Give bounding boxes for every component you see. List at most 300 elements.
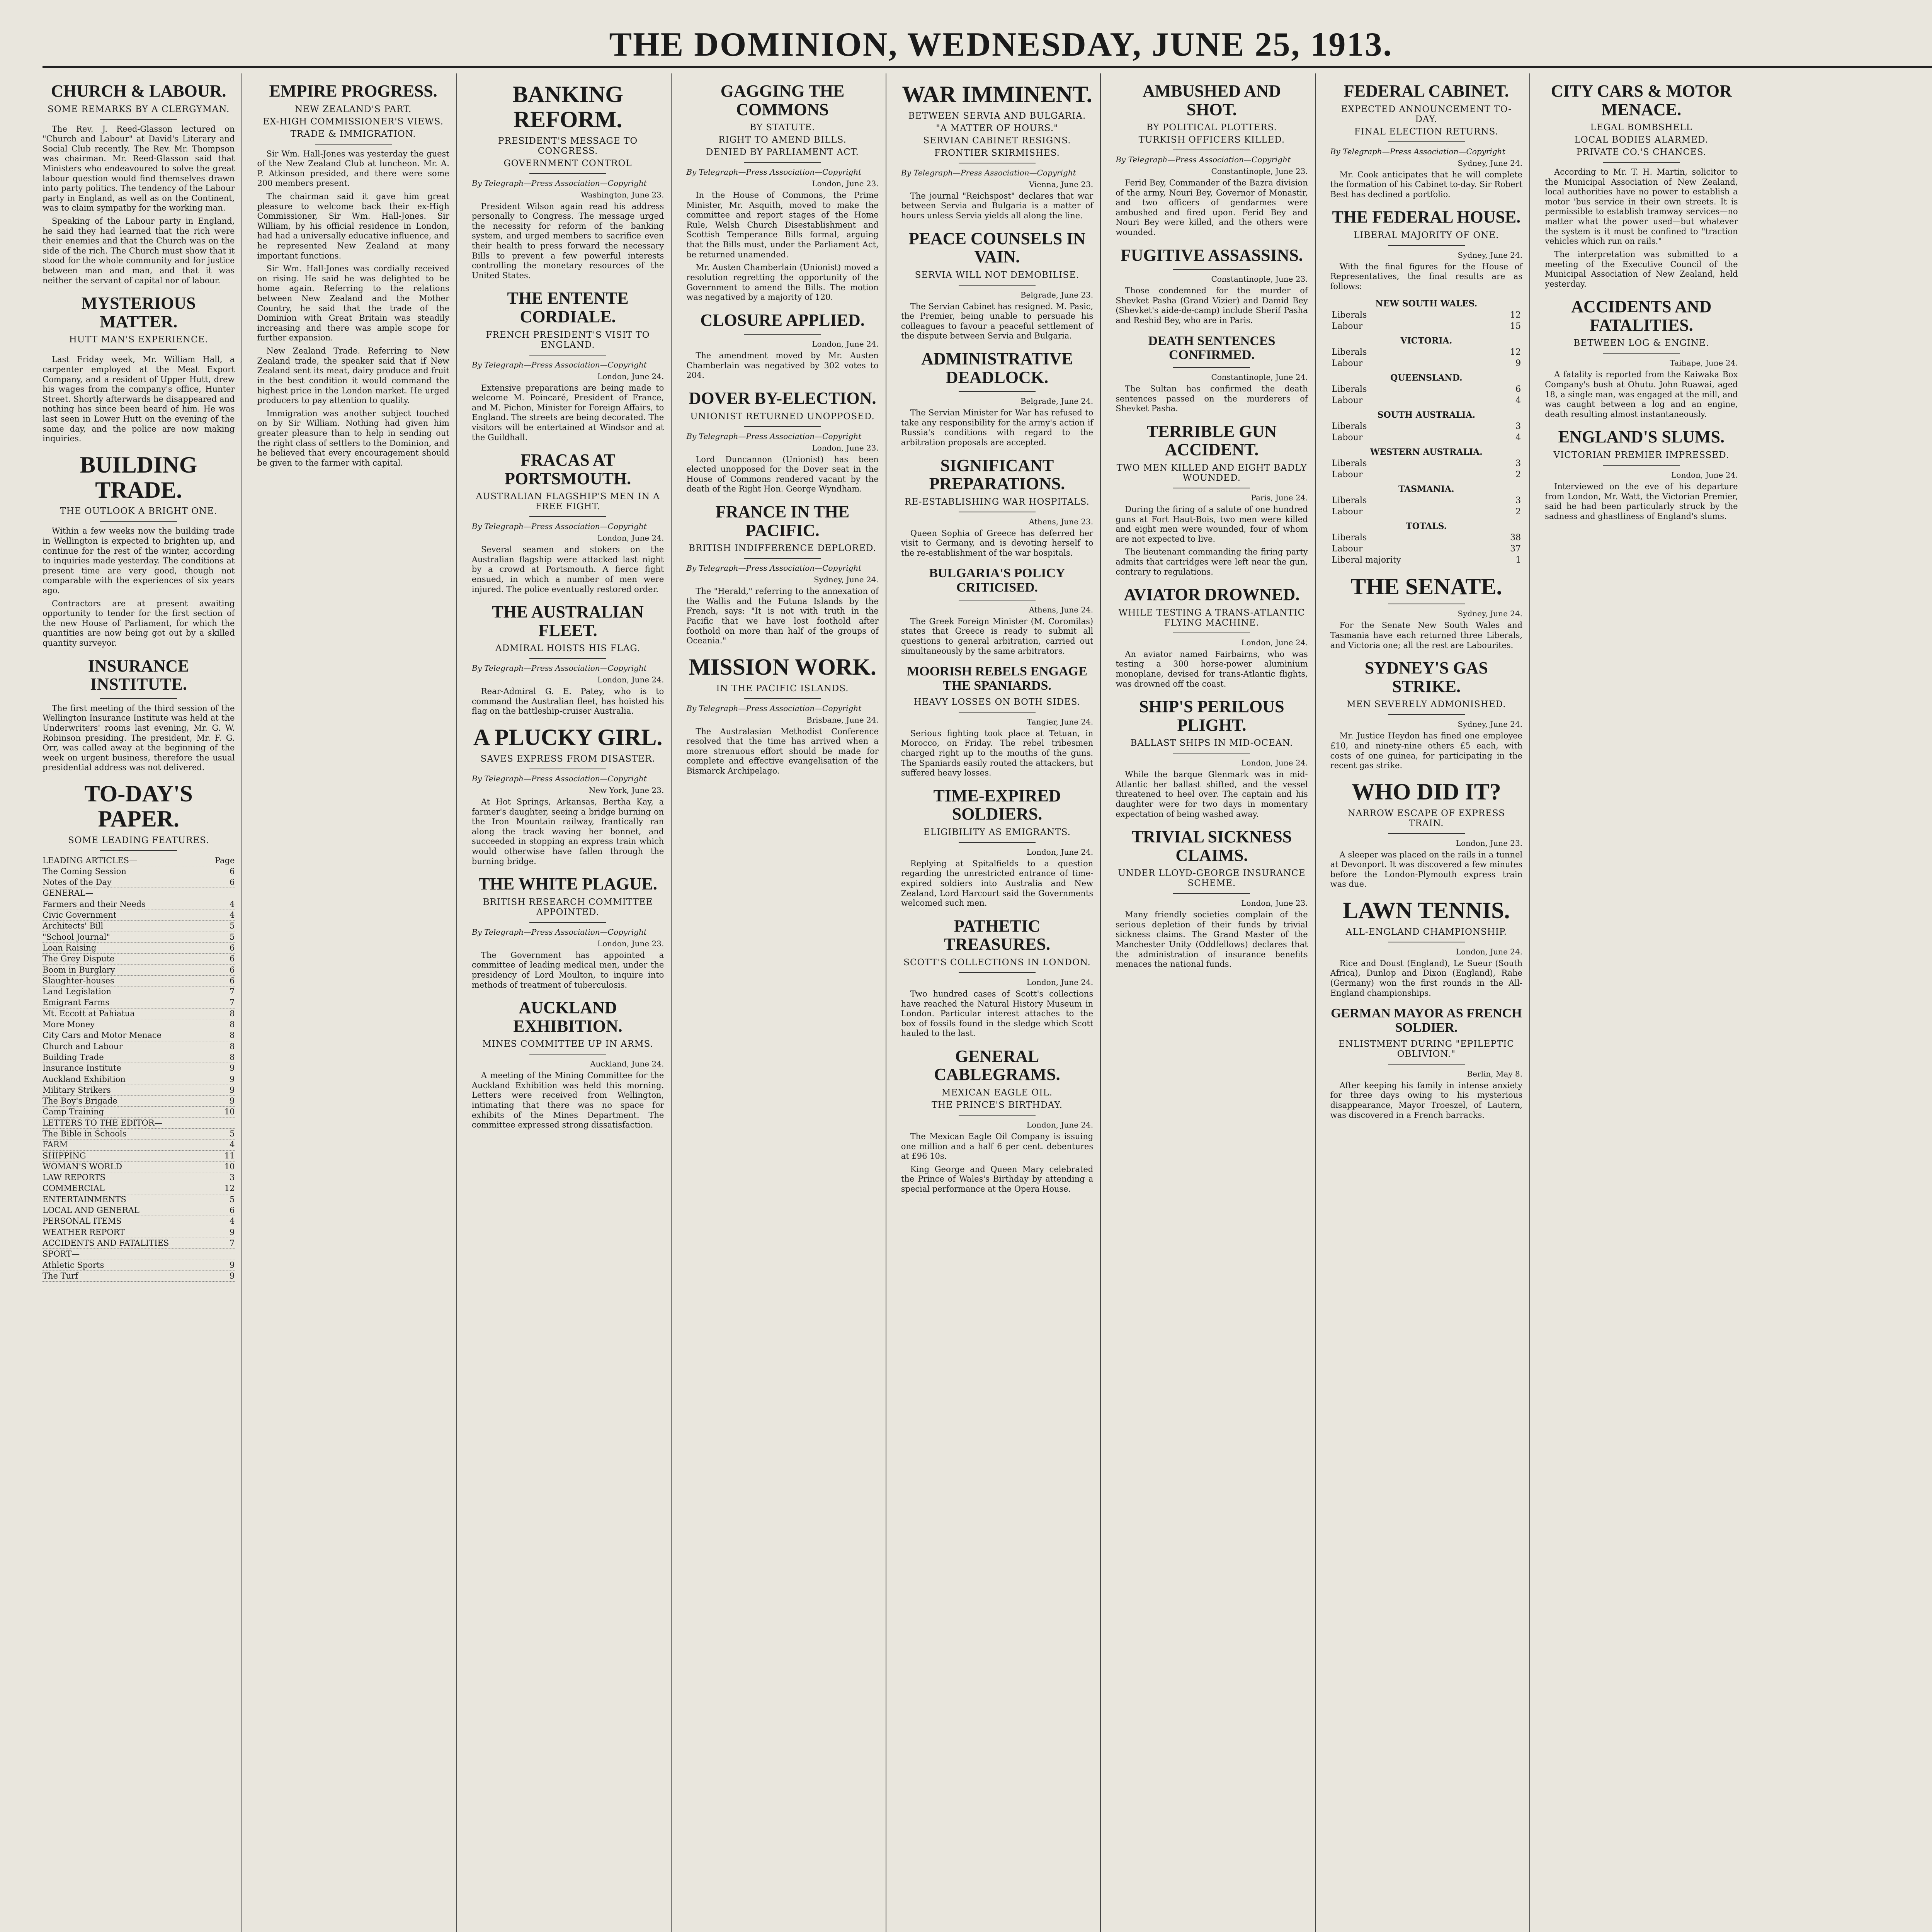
table-party: Liberals — [1332, 310, 1367, 320]
table-seats: 37 — [1510, 544, 1521, 554]
byline: By Telegraph—Press Association—Copyright — [1330, 146, 1505, 156]
table-party: Labour — [1332, 321, 1363, 331]
article — [1116, 422, 1308, 577]
headline: WAR IMMINENT. — [902, 82, 1092, 107]
article — [686, 503, 878, 646]
dateline: Vienna, June 23. — [1029, 179, 1094, 189]
contents-label: GENERAL— — [43, 888, 94, 898]
table-seats: 12 — [1510, 310, 1521, 320]
table-state-heading: WESTERN AUSTRALIA. — [1370, 447, 1483, 457]
dateline: London, June 24. — [597, 533, 664, 543]
article — [1116, 828, 1308, 969]
article — [472, 875, 664, 990]
article — [1116, 82, 1308, 238]
contents-page: 7 — [230, 998, 235, 1007]
contents-item — [43, 1074, 235, 1085]
article — [1330, 898, 1522, 998]
paragraph: Rice and Doust (England), Le Sueur (South Africa), Dunlop and Dixon (England), Rahe (Germany) won the first rounds in the All-England championships. — [1330, 958, 1523, 998]
headline: GERMAN MAYOR AS FRENCH SOLDIER. — [1331, 1006, 1522, 1035]
divider — [1603, 353, 1680, 354]
contents-page: 5 — [230, 921, 235, 931]
dateline: London, June 24. — [597, 371, 664, 381]
contents-label: The Bible in Schools — [43, 1129, 127, 1138]
contents-label: Mt. Eccott at Pahiatua — [43, 1009, 135, 1018]
contents-label: Civic Government — [43, 910, 117, 920]
columns — [43, 73, 1932, 1932]
table-party: Liberals — [1332, 384, 1367, 394]
contents-item — [43, 1216, 235, 1227]
headline: LAWN TENNIS. — [1343, 898, 1510, 923]
contents-label: The Boy's Brigade — [43, 1096, 117, 1106]
divider — [1388, 245, 1465, 246]
dateline: London, June 24. — [597, 675, 664, 685]
headline: MOORISH REBELS ENGAGE THE SPANIARDS. — [907, 664, 1087, 693]
contents-item — [43, 1194, 235, 1205]
headline: ACCIDENTS AND FATALITIES. — [1571, 297, 1712, 335]
byline: By Telegraph—Press Association—Copyright — [471, 927, 647, 937]
column — [1116, 73, 1315, 1932]
article — [1116, 334, 1308, 414]
headline: DOVER BY-ELECTION. — [689, 389, 876, 408]
byline: By Telegraph—Press Association—Copyright — [471, 663, 647, 673]
dateline: London, June 24. — [1671, 470, 1738, 480]
contents-item — [43, 1129, 235, 1139]
article — [1545, 428, 1738, 521]
table-row — [1330, 332, 1522, 347]
dateline: Taihape, June 24. — [1670, 358, 1738, 368]
contents-page: 6 — [230, 976, 235, 985]
subheadline: EX-HIGH COMMISSIONER'S VIEWS. — [263, 116, 444, 127]
subheadline: MEXICAN EAGLE OIL. — [941, 1087, 1053, 1098]
dateline: Paris, June 24. — [1251, 493, 1308, 502]
headline: AVIATOR DROWNED. — [1124, 585, 1300, 604]
article — [1330, 659, 1522, 770]
table-row — [1330, 310, 1522, 321]
headline: ADMINISTRATIVE DEADLOCK. — [921, 349, 1073, 387]
table-row — [1330, 495, 1522, 506]
dateline: Sydney, June 24. — [1458, 250, 1523, 260]
contents-label: ACCIDENTS AND FATALITIES — [43, 1238, 169, 1248]
subheadline: BRITISH INDIFFERENCE DEPLORED. — [688, 543, 877, 554]
subheadline: LIBERAL MAJORITY OF ONE. — [1354, 230, 1499, 240]
contents-page: 6 — [230, 954, 235, 964]
paragraph: President Wilson again read his address personally to Congress. The message urged the necessity for reform of the banking system, and urged members to sacrifice even their health to press forward the necessary Bills to prevent a few powerful interests controlling the monetary resources of the United States. — [471, 201, 664, 280]
contents-page: 4 — [230, 899, 235, 909]
table-state-heading: TASMANIA. — [1398, 484, 1454, 494]
contents-item — [43, 932, 235, 943]
contents-label: Military Strikers — [43, 1085, 111, 1095]
table-party: Liberals — [1332, 458, 1367, 468]
subheadline: LEGAL BOMBSHELL — [1590, 122, 1693, 133]
contents-item — [43, 1238, 235, 1249]
subheadline: BETWEEN LOG & ENGINE. — [1573, 338, 1709, 349]
paragraph: New Zealand Trade. Referring to New Zealand trade, the speaker said that if New Zealand sent its meat, dairy produce and fruit in the best condition it would command the highest price in the London market. He urged producers to pay attention to quality. — [257, 346, 449, 405]
dateline: Belgrade, June 23. — [1020, 290, 1094, 299]
contents-item — [43, 921, 235, 932]
contents-page: 3 — [230, 1173, 235, 1182]
subheadline: HUTT MAN'S EXPERIENCE. — [69, 335, 208, 345]
headline: BULGARIA'S POLICY CRITICISED. — [929, 566, 1065, 595]
table-row — [1330, 321, 1522, 332]
table-row — [1330, 421, 1522, 432]
contents-label: Insurance Institute — [43, 1063, 121, 1073]
contents-item — [43, 899, 235, 910]
article — [472, 289, 664, 442]
paragraph: The journal "Reichspost" declares that war between Servia and Bulgaria is a matter of hours unless Servia yields all along the line. — [901, 191, 1094, 221]
contents-item — [43, 1041, 235, 1052]
divider — [959, 712, 1036, 713]
dateline: Constantinople, June 23. — [1211, 167, 1308, 176]
byline: By Telegraph—Press Association—Copyright — [1116, 155, 1291, 165]
subheadline: ELIGIBILITY AS EMIGRANTS. — [923, 827, 1071, 837]
article — [43, 452, 235, 648]
table-row — [1330, 458, 1522, 469]
paragraph: Mr. Austen Chamberlain (Unionist) moved a resolution regretting the opportunity of the Government to amend the Bills. The motion was negatived by a majority of 120. — [686, 263, 879, 302]
article — [1330, 1007, 1522, 1120]
contents-page: 5 — [230, 1129, 235, 1138]
divider — [744, 334, 821, 335]
paragraph: Sir Wm. Hall-Jones was cordially received on rising. He said he was delighted to be home again. Referring to the relations between New Zealand and the Mother Country, he said that the trade of the Dominion with Great Britain was steadily increasing and there was ample scope for further expansion. — [257, 264, 449, 343]
divider — [529, 516, 606, 517]
table-row — [1330, 395, 1522, 406]
paragraph: Those condemned for the murder of Shevket Pasha (Grand Vizier) and Damid Bey (Shevket's aide-de-camp) include Sherif Pasha and Reshid Bey, who are in Paris. — [1116, 286, 1308, 325]
subheadline: THE PRINCE'S BIRTHDAY. — [931, 1100, 1063, 1110]
paragraph: The Servian Minister for War has refused to take any responsibility for the army's action if Russia's conditions with regard to the arbitration proposals are accepted. — [901, 408, 1094, 447]
table-row — [1330, 469, 1522, 480]
dateline: Constantinople, June 23. — [1211, 274, 1308, 284]
contents-item — [43, 1107, 235, 1117]
column — [472, 73, 672, 1932]
subheadline: UNDER LLOYD-GEORGE INSURANCE SCHEME. — [1118, 868, 1306, 889]
paragraph: Contractors are at present awaiting opportunity to tender for the first section of the new House of Parliament, for which the quantities are now being got out by a skilled quantity surveyor. — [43, 599, 235, 648]
dateline: Brisbane, June 24. — [806, 715, 879, 724]
article — [1330, 574, 1522, 651]
subheadline: DENIED BY PARLIAMENT ACT. — [706, 147, 859, 158]
paragraph: Several seamen and stokers on the Australian flagship were attacked last night by a crowd at Portsmouth. A fierce fight ensued, in which a number of men were injured. The police eventually restored order. — [471, 545, 664, 594]
dateline: Constantinople, June 24. — [1211, 372, 1308, 382]
contents-item — [43, 1271, 235, 1282]
table-party: Liberals — [1332, 421, 1367, 431]
paragraph: Two hundred cases of Scott's collections have reached the Natural History Museum in London. Particular interest attaches to the box of fossils found in the sledge which Scott hauled to the last. — [901, 989, 1094, 1038]
divider — [100, 698, 177, 699]
paragraph: Sir Wm. Hall-Jones was yesterday the guest of the New Zealand Club at luncheon. Mr. A. P. Atkinson presided, and there were some 200 members present. — [257, 149, 449, 188]
table-party: Labour — [1332, 358, 1363, 368]
subheadline: BY STATUTE. — [750, 122, 815, 133]
subheadline: FINAL ELECTION RETURNS. — [1354, 126, 1498, 137]
contents-item — [43, 1183, 235, 1194]
headline: CLOSURE APPLIED. — [700, 310, 865, 330]
article — [472, 603, 664, 716]
election-table — [1330, 295, 1522, 566]
contents-page: 8 — [230, 1009, 235, 1018]
table-state-heading: QUEENSLAND. — [1390, 372, 1463, 383]
contents-item — [43, 855, 235, 866]
dateline: London, June 24. — [1026, 847, 1094, 857]
dateline: London, June 23. — [597, 939, 664, 948]
divider — [100, 850, 177, 851]
contents-page: 6 — [230, 866, 235, 876]
subheadline: SAVES EXPRESS FROM DISASTER. — [480, 753, 655, 764]
byline: By Telegraph—Press Association—Copyright — [471, 774, 647, 783]
table-seats: 9 — [1515, 358, 1521, 368]
table-row — [1330, 347, 1522, 358]
paragraph: The lieutenant commanding the firing party admits that cartridges were left near the gun, contrary to regulations. — [1116, 547, 1308, 577]
byline: By Telegraph—Press Association—Copyright — [471, 360, 647, 369]
dateline: Tangier, June 24. — [1027, 717, 1094, 726]
contents-item — [43, 965, 235, 976]
subheadline: AUSTRALIAN FLAGSHIP'S MEN IN A FREE FIGHT. — [476, 492, 660, 512]
contents-item — [43, 943, 235, 954]
subheadline: HEAVY LOSSES ON BOTH SIDES. — [913, 697, 1080, 707]
contents-page: 8 — [230, 1052, 235, 1062]
article — [1116, 246, 1308, 326]
contents-label: LETTERS TO THE EDITOR— — [43, 1118, 163, 1128]
table-state-heading: NEW SOUTH WALES. — [1375, 298, 1478, 309]
divider — [100, 119, 177, 120]
contents-item — [43, 1172, 235, 1183]
contents-item — [43, 877, 235, 888]
divider — [744, 698, 821, 699]
paragraph: The "Herald," referring to the annexation of the Wallis and the Futuna Islands by the French, says: "It is not with truth in the Pacific that we have lost foothold after foothold on more than half of the groups of Oceania." — [686, 587, 879, 646]
table-party: Liberal majority — [1332, 555, 1401, 565]
table-party: Labour — [1332, 544, 1363, 554]
headline: TERRIBLE GUN ACCIDENT. — [1146, 422, 1277, 459]
table-seats: 4 — [1515, 432, 1521, 442]
headline: FRANCE IN THE PACIFIC. — [715, 502, 850, 540]
contents-item — [43, 1063, 235, 1074]
contents-label: COMMERCIAL — [43, 1184, 105, 1193]
paragraph: Many friendly societies complain of the serious depletion of their funds by trivial sickness claims. The Grand Master of the Manchester Unity (Oddfellows) declares that the administration of insurance benefits menaces the national funds. — [1116, 910, 1308, 969]
article — [1116, 697, 1308, 819]
paragraph: The Australasian Methodist Conference resolved that the time has arrived when a more strenuous effort should be made for complete and effective evangelisation of the Bismarck Archipelago. — [686, 726, 879, 776]
contents-label: Slaughter-houses — [43, 976, 114, 985]
headline: PEACE COUNSELS IN VAIN. — [908, 229, 1086, 267]
headline: THE FEDERAL HOUSE. — [1332, 207, 1521, 227]
byline: By Telegraph—Press Association—Copyright — [901, 168, 1076, 177]
subheadline: EXPECTED ANNOUNCEMENT TO-DAY. — [1341, 104, 1512, 124]
table-row — [1330, 384, 1522, 395]
divider — [1173, 893, 1250, 894]
column — [257, 73, 457, 1932]
byline: By Telegraph—Press Association—Copyright — [471, 178, 647, 188]
paragraph: According to Mr. T. H. Martin, solicitor to the Municipal Association of New Zealand, local authorities have no power to establish a motor 'bus service in their own streets. It is permissible to establish tramway services—no matter what the power used—but whatever the system is it must be confined to "traction vehicles which run on rails." — [1545, 167, 1738, 246]
contents-label: Church and Labour — [43, 1041, 123, 1051]
paragraph: Last Friday week, Mr. William Hall, a carpenter employed at the Meat Export Company, and a resident of Upper Hutt, drew his wages from the company's office, Hunter Street. Shortly afterwards he disappeared and nothing has since been heard of him. He was last seen in Lower Hutt on the evening of the same day, and the police are now making inquiries. — [43, 355, 235, 444]
paragraph: The interpretation was submitted to a meeting of the Executive Council of the Municipal Association of New Zealand, held yesterday. — [1545, 249, 1738, 289]
article — [472, 998, 664, 1130]
table-seats: 3 — [1515, 458, 1521, 468]
subheadline: TRADE & IMMIGRATION. — [290, 129, 416, 139]
subheadline: ALL-ENGLAND CHAMPIONSHIP. — [1345, 927, 1507, 937]
table-party: Labour — [1332, 507, 1363, 517]
subheadline: TWO MEN KILLED AND EIGHT BADLY WOUNDED. — [1116, 463, 1307, 483]
subheadline: "A MATTER OF HOURS." — [936, 123, 1058, 133]
table-row — [1330, 432, 1522, 443]
subheadline: ADMIRAL HOISTS HIS FLAG. — [495, 643, 641, 654]
divider — [744, 162, 821, 163]
contents-page: 10 — [224, 1162, 235, 1171]
contents-page: 5 — [230, 1194, 235, 1204]
contents-label: LAW REPORTS — [43, 1173, 105, 1182]
contents-page: 9 — [230, 1085, 235, 1095]
article — [901, 230, 1093, 341]
paragraph: A meeting of the Mining Committee for the Auckland Exhibition was held this morning. Letters were received from Wellington, intimating that there was no space for exhibits of the Mines Department. The committee expressed strong dissatisfaction. — [471, 1071, 664, 1130]
headline: THE WHITE PLAGUE. — [478, 874, 657, 894]
headline: BUILDING TRADE. — [80, 452, 197, 503]
dateline: London, June 23. — [812, 443, 879, 452]
table-seats: 3 — [1515, 421, 1521, 431]
divider — [959, 1115, 1036, 1116]
subheadline: UNIONIST RETURNED UNOPPOSED. — [690, 411, 875, 422]
divider — [959, 285, 1036, 286]
divider — [1388, 833, 1465, 834]
contents-page: 9 — [230, 1271, 235, 1281]
table-seats: 2 — [1515, 469, 1521, 480]
article — [686, 655, 878, 776]
contents-item — [43, 954, 235, 964]
contents-label: ENTERTAINMENTS — [43, 1194, 126, 1204]
divider — [744, 558, 821, 559]
contents-item — [43, 997, 235, 1008]
contents-label: PERSONAL ITEMS — [43, 1216, 122, 1226]
dateline: Belgrade, June 24. — [1020, 396, 1094, 406]
paragraph: The Sultan has confirmed the death sentences passed on the murderers of Shevket Pasha. — [1116, 384, 1308, 413]
subheadline: LOCAL BODIES ALARMED. — [1574, 135, 1709, 145]
dateline: London, June 24. — [1026, 977, 1094, 987]
contents-item — [43, 1139, 235, 1150]
contents-item — [43, 1227, 235, 1238]
headline: AMBUSHED AND SHOT. — [1142, 82, 1281, 119]
contents-item — [43, 1052, 235, 1063]
contents-item — [43, 1096, 235, 1107]
contents-page: 9 — [230, 1063, 235, 1073]
contents-label: Building Trade — [43, 1052, 104, 1062]
paragraph: Rear-Admiral G. E. Patey, who is to command the Australian fleet, has hoisted his flag on the battleship-cruiser Australia. — [471, 687, 664, 716]
byline: By Telegraph—Press Association—Copyright — [686, 563, 862, 573]
table-party: Liberals — [1332, 532, 1367, 543]
headline: GAGGING THE COMMONS — [720, 82, 845, 119]
contents-item — [43, 1085, 235, 1096]
headline: GENERAL CABLEGRAMS. — [934, 1046, 1060, 1084]
subheadline: PRIVATE CO.'S CHANCES. — [1576, 147, 1707, 158]
divider — [315, 144, 392, 145]
dateline: London, June 23. — [812, 179, 879, 189]
headline: BANKING REFORM. — [512, 82, 623, 132]
paragraph: Interviewed on the eve of his departure from London, Mr. Watt, the Victorian Premier, said he had been particularly struck by the sadness and ghastliness of England's slums. — [1545, 481, 1738, 521]
dateline: London, June 23. — [1241, 898, 1308, 908]
headline: THE SENATE. — [1350, 573, 1502, 599]
contents-label: SPORT— — [43, 1249, 80, 1259]
subheadline: MINES COMMITTEE UP IN ARMS. — [482, 1039, 653, 1049]
paragraph: With the final figures for the House of Representatives, the final results are as follows: — [1330, 262, 1523, 291]
divider — [529, 173, 606, 174]
article — [901, 566, 1093, 656]
dateline: London, June 24. — [1241, 638, 1308, 647]
contents-item — [43, 1030, 235, 1041]
contents-page: 6 — [230, 943, 235, 952]
contents-page: 6 — [230, 965, 235, 975]
contents-page: 7 — [230, 1238, 235, 1248]
paragraph: While the barque Glenmark was in mid-Atlantic her ballast shifted, and the vessel threatened to heel over. The captain and his daughter were for two days in momentary expectation of being washed away. — [1116, 770, 1308, 819]
article — [43, 82, 235, 286]
article — [901, 1047, 1093, 1194]
table-row — [1330, 295, 1522, 310]
paragraph: After keeping his family in intense anxiety for three days owing to his mysterious disappearance, Mayor Troeszel, of Lautern, was discovered in a French barracks. — [1330, 1080, 1523, 1120]
headline: ENGLAND'S SLUMS. — [1558, 427, 1725, 447]
subheadline: SCOTT'S COLLECTIONS IN LONDON. — [903, 957, 1091, 968]
table-row — [1330, 369, 1522, 384]
article — [686, 311, 878, 381]
subheadline: PRESIDENT'S MESSAGE TO CONGRESS. — [498, 136, 638, 156]
article — [901, 787, 1093, 908]
dateline: London, June 24. — [1456, 947, 1523, 956]
divider — [100, 521, 177, 522]
divider — [1173, 269, 1250, 270]
contents-label: Land Legislation — [43, 987, 111, 997]
paragraph: The Mexican Eagle Oil Company is issuing one million and a half 6 per cent. debentures at £96 10s. — [901, 1131, 1094, 1161]
masthead-title: THE DOMINION, WEDNESDAY, JUNE 25, 1913. — [609, 26, 1393, 63]
divider — [1173, 367, 1250, 368]
dateline: Athens, June 23. — [1029, 517, 1094, 526]
article — [472, 725, 664, 866]
byline: By Telegraph—Press Association—Copyright — [686, 167, 862, 177]
table-row — [1330, 532, 1522, 543]
contents-label: Loan Raising — [43, 943, 97, 952]
contents-label: WEATHER REPORT — [43, 1227, 125, 1237]
paragraph: At Hot Springs, Arkansas, Bertha Kay, a farmer's daughter, seeing a bridge burning on the Iron Mountain railway, frantically ran along the track waving her bonnet, and succeeded in stopping an express train which would otherwise have fallen through the burning bridge. — [471, 797, 664, 866]
headline: MISSION WORK. — [689, 654, 876, 680]
headline: FRACAS AT PORTSMOUTH. — [504, 451, 631, 488]
paragraph: King George and Queen Mary celebrated the Prince of Wales's Birthday by attending a special performance at the Opera House. — [901, 1164, 1094, 1194]
contents-item — [43, 986, 235, 997]
table-party: Labour — [1332, 469, 1363, 480]
byline: By Telegraph—Press Association—Copyright — [686, 703, 862, 713]
column — [901, 73, 1101, 1932]
dateline: London, June 24. — [812, 339, 879, 349]
divider — [744, 426, 821, 427]
contents-page: 11 — [224, 1151, 235, 1160]
article — [686, 389, 878, 494]
headline: CHURCH & LABOUR. — [51, 82, 226, 100]
headline: CITY CARS & MOTOR MENACE. — [1551, 82, 1732, 119]
divider — [529, 658, 606, 659]
contents-page: 5 — [230, 932, 235, 942]
paragraph: For the Senate New South Wales and Tasmania have each returned three Liberals, and Victoria one; all the rest are Labourites. — [1330, 621, 1523, 650]
contents-list — [43, 855, 235, 1282]
subheadline: WHILE TESTING A TRANS-ATLANTIC FLYING MACHINE. — [1118, 607, 1305, 628]
article — [472, 82, 664, 281]
divider — [100, 349, 177, 350]
table-seats: 1 — [1515, 555, 1521, 565]
paragraph: A sleeper was placed on the rails in a tunnel at Devonport. It was discovered a few minutes before the London-Plymouth express train was due. — [1330, 850, 1523, 889]
headline: INSURANCE INSTITUTE. — [88, 656, 189, 694]
contents-label: Notes of the Day — [43, 878, 112, 887]
contents-label: SHIPPING — [43, 1151, 86, 1160]
paragraph: The Servian Cabinet has resigned. M. Pasic, the Premier, being unable to persuade his colleagues to favour a peaceful settlement of the dispute between Servia and Bulgaria. — [901, 301, 1094, 341]
paragraph: Replying at Spitalfields to a question regarding the unrestricted entrance of time-expired soldiers into Australia and New Zealand, Lord Harcourt said the Governments welcomed such men. — [901, 859, 1094, 908]
contents-page: 4 — [230, 1140, 235, 1150]
contents-label: The Grey Dispute — [43, 954, 115, 964]
article — [43, 294, 235, 444]
contents-page: 8 — [230, 1020, 235, 1029]
contents-page: 6 — [230, 1206, 235, 1215]
masthead — [43, 23, 1932, 68]
subheadline: SERVIA WILL NOT DEMOBILISE. — [915, 270, 1080, 280]
divider — [1603, 162, 1680, 163]
headline: MYSTERIOUS MATTER. — [81, 294, 196, 331]
contents-label: More Money — [43, 1020, 95, 1029]
dateline: Sydney, June 24. — [814, 575, 879, 585]
